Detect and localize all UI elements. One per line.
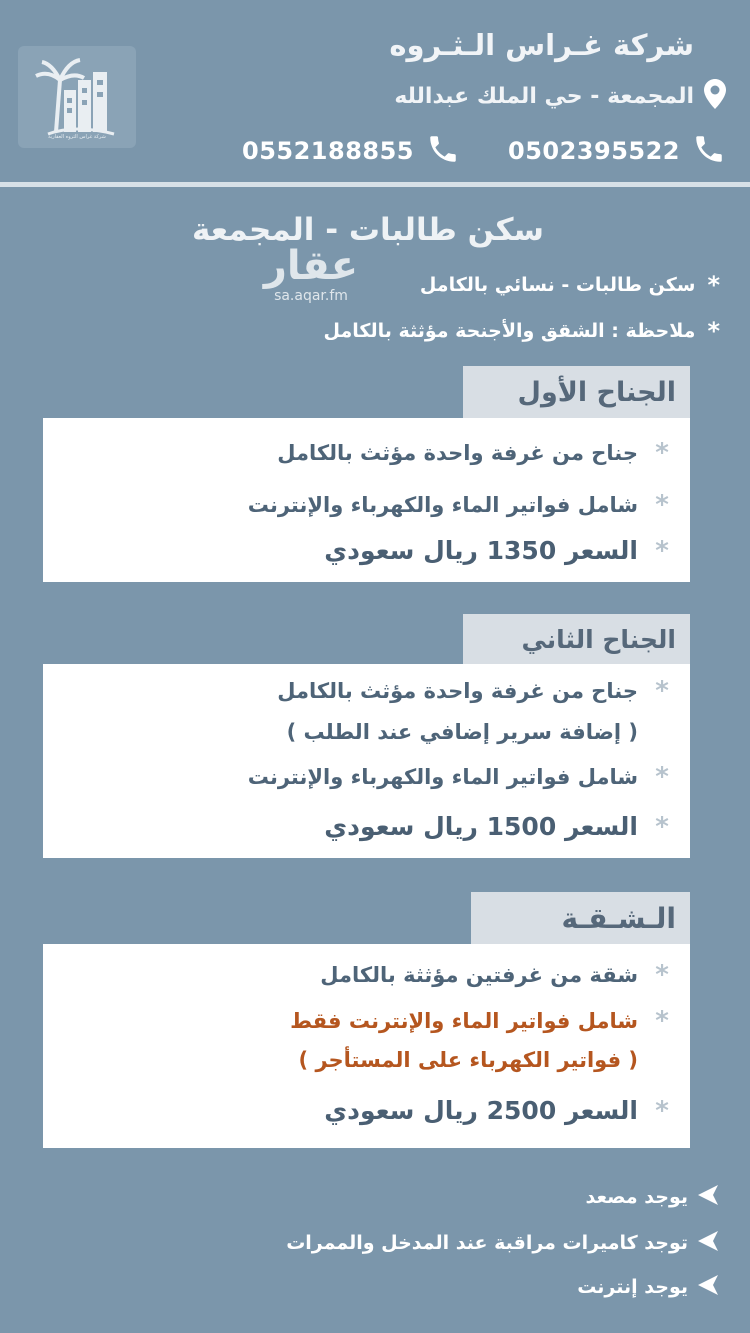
card-line-text: شقة من غرفتين مؤثثة بالكامل — [320, 963, 638, 987]
card-line-text-highlight: شامل فواتير الماء والإنترنت فقط — [290, 1009, 638, 1033]
address-row — [394, 80, 726, 112]
intro-note-text: سكن طالبات - نسائي بالكامل — [419, 274, 696, 296]
card-line — [248, 764, 672, 790]
phone-number-text: 0502395522 — [508, 137, 680, 165]
section-card-first-suite — [43, 418, 690, 582]
feature-text: يوجد إنترنت — [577, 1276, 688, 1298]
location-pin-icon — [704, 79, 726, 113]
address-text: المجمعة - حي الملك عبدالله — [394, 83, 694, 109]
price-text: السعر 2500 ريال سعودي — [324, 1096, 638, 1125]
intro-note-text: ملاحظة : الشقق والأجنحة مؤثثة بالكامل — [323, 320, 696, 342]
asterisk-icon: * — [655, 811, 669, 842]
phone-number-text: 0552188855 — [242, 137, 414, 165]
section-header-second-suite: الجناح الثاني — [463, 614, 690, 664]
intro-note — [420, 270, 720, 300]
triangle-pointer-icon — [696, 1273, 720, 1301]
card-line — [277, 678, 672, 704]
feature-item — [286, 1226, 720, 1260]
asterisk-icon: * — [707, 271, 720, 299]
card-line — [324, 1096, 672, 1125]
feature-item — [585, 1180, 720, 1214]
asterisk-icon: * — [655, 1006, 669, 1036]
section-card-apartment — [43, 944, 690, 1148]
phone-number-1[interactable] — [508, 132, 726, 170]
card-line — [248, 492, 672, 518]
header-divider — [0, 182, 750, 187]
asterisk-icon: * — [655, 960, 669, 990]
asterisk-icon: * — [655, 535, 669, 566]
watermark-url: sa.aqar.fm — [274, 288, 348, 304]
card-line-text: شامل فواتير الماء والكهرباء والإنترنت — [247, 493, 638, 517]
asterisk-icon: * — [655, 438, 669, 468]
aqar-watermark — [252, 244, 370, 304]
card-line-text: شامل فواتير الماء والكهرباء والإنترنت — [247, 765, 638, 789]
watermark-logo-text: عقار — [263, 243, 359, 289]
price-text: السعر 1350 ريال سعودي — [324, 536, 638, 565]
asterisk-icon: * — [655, 1095, 669, 1126]
listing-title: سكن طالبات - المجمعة — [191, 212, 544, 248]
asterisk-icon: * — [707, 317, 720, 345]
section-card-second-suite — [43, 664, 690, 858]
company-name: شركة غـراس الـثـروه — [389, 28, 694, 62]
asterisk-icon: * — [655, 762, 669, 792]
phone-icon — [692, 132, 726, 170]
card-line — [320, 962, 672, 988]
card-line-text: جناح من غرفة واحدة مؤثث بالكامل — [277, 679, 638, 703]
intro-note — [324, 316, 720, 346]
asterisk-icon: * — [655, 676, 669, 706]
card-subline: ( إضافة سرير إضافي عند الطلب ) — [286, 720, 638, 744]
feature-text: توجد كاميرات مراقبة عند المدخل والممرات — [286, 1232, 688, 1254]
card-line — [324, 812, 672, 841]
phone-icon — [426, 132, 460, 170]
card-line-text: جناح من غرفة واحدة مؤثث بالكامل — [277, 441, 638, 465]
asterisk-icon: * — [655, 490, 669, 520]
card-subline-highlight: ( فواتير الكهرباء على المستأجر ) — [298, 1048, 638, 1072]
company-logo — [18, 46, 136, 148]
feature-item — [577, 1270, 720, 1304]
section-header-apartment: الـشـقـة — [471, 892, 690, 944]
feature-text: يوجد مصعد — [585, 1186, 688, 1208]
logo-caption: شركة غراس الثروه العقارية — [48, 134, 106, 140]
price-text: السعر 1500 ريال سعودي — [324, 812, 638, 841]
triangle-pointer-icon — [696, 1183, 720, 1211]
card-line — [277, 440, 672, 466]
palm-building-logo-icon — [18, 46, 136, 148]
phone-number-2[interactable] — [242, 132, 460, 170]
section-header-first-suite: الجناح الأول — [463, 366, 690, 418]
card-line — [324, 536, 672, 565]
card-line — [290, 1008, 672, 1034]
triangle-pointer-icon — [696, 1229, 720, 1257]
